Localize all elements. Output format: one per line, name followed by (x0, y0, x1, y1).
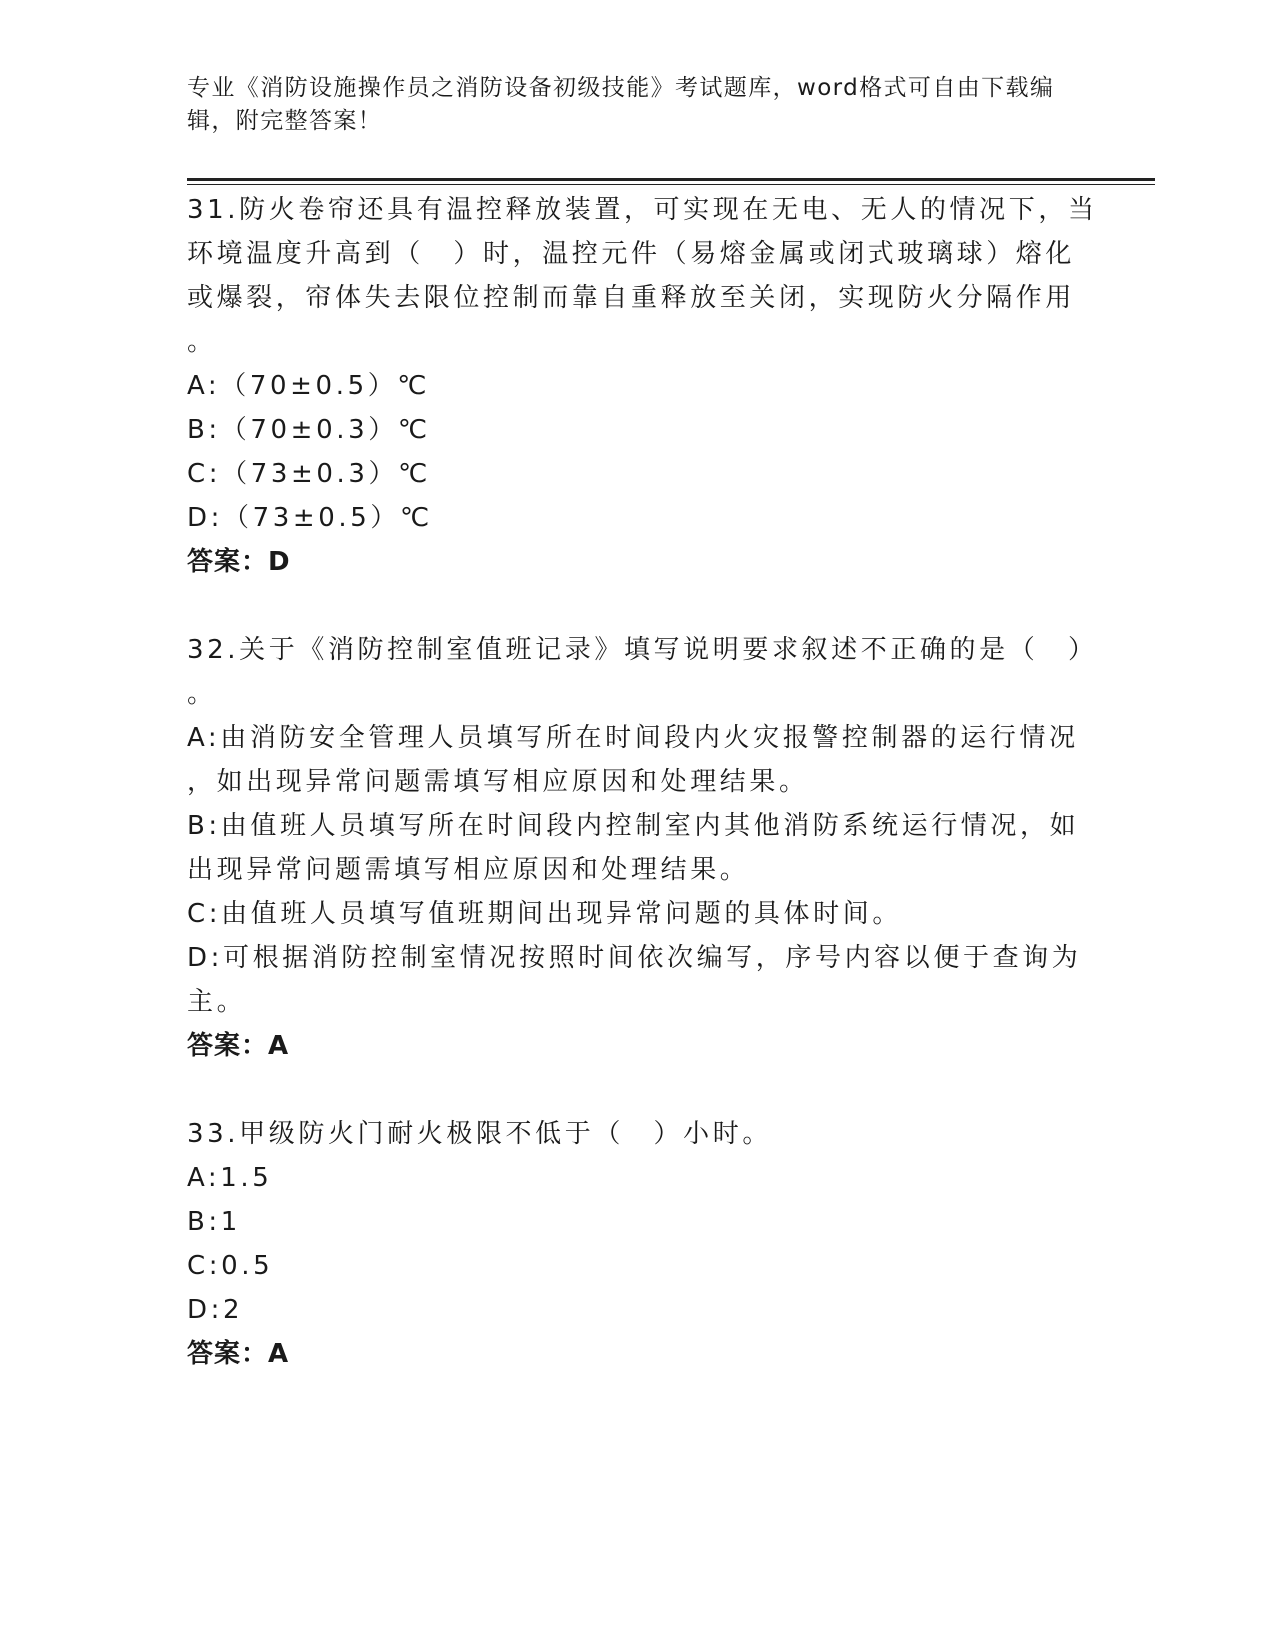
question-32-option-d-line-1: D:可根据消防控制室情况按照时间依次编写，序号内容以便于查询为 (187, 943, 1082, 973)
question-32-answer: 答案：A (187, 1031, 290, 1061)
question-31-answer: 答案：D (187, 547, 291, 577)
question-33-option-c: C:0.5 (187, 1251, 274, 1281)
header-rule-thin (187, 184, 1155, 185)
question-31-stem-line-3: 或爆裂，帘体失去限位控制而靠自重释放至关闭，实现防火分隔作用 (187, 283, 1076, 313)
question-32-option-a-line-1: A:由消防安全管理人员填写所在时间段内火灾报警控制器的运行情况 (187, 723, 1079, 753)
question-33-option-a: A:1.5 (187, 1163, 273, 1193)
question-33-option-b: B:1 (187, 1207, 241, 1237)
question-32-option-a-line-2: ，如出现异常问题需填写相应原因和处理结果。 (187, 767, 809, 797)
question-31-option-a: A:（70±0.5）℃ (187, 371, 431, 401)
question-32-option-b-line-1: B:由值班人员填写所在时间段内控制室内其他消防系统运行情况，如 (187, 811, 1080, 841)
question-32-option-d-line-2: 主。 (187, 987, 247, 1017)
question-32-option-c: C:由值班人员填写值班期间出现异常问题的具体时间。 (187, 899, 902, 929)
question-32-stem-line-2: 。 (187, 679, 217, 709)
question-33-stem: 33.甲级防火门耐火极限不低于（ ）小时。 (187, 1119, 772, 1149)
question-32-stem-line-1: 32.关于《消防控制室值班记录》填写说明要求叙述不正确的是（ ） (187, 635, 1098, 665)
question-31-stem-line-4: 。 (187, 327, 217, 357)
page-header: 专业《消防设施操作员之消防设备初级技能》考试题库，word格式可自由下载编辑，附完整答案！ (187, 75, 1055, 134)
question-31-option-c: C:（73±0.3）℃ (187, 459, 431, 489)
question-31-stem-line-1: 31.防火卷帘还具有温控释放装置，可实现在无电、无人的情况下，当 (187, 195, 1098, 225)
question-33-answer: 答案：A (187, 1339, 290, 1369)
question-33-option-d: D:2 (187, 1295, 244, 1325)
question-31-stem-line-2: 环境温度升高到（ ）时，温控元件（易熔金属或闭式玻璃球）熔化 (187, 239, 1076, 269)
question-32-option-b-line-2: 出现异常问题需填写相应原因和处理结果。 (187, 855, 750, 885)
question-31-option-b: B:（70±0.3）℃ (187, 415, 431, 445)
question-31-option-d: D:（73±0.5）℃ (187, 503, 433, 533)
header-rule-thick (187, 178, 1155, 181)
